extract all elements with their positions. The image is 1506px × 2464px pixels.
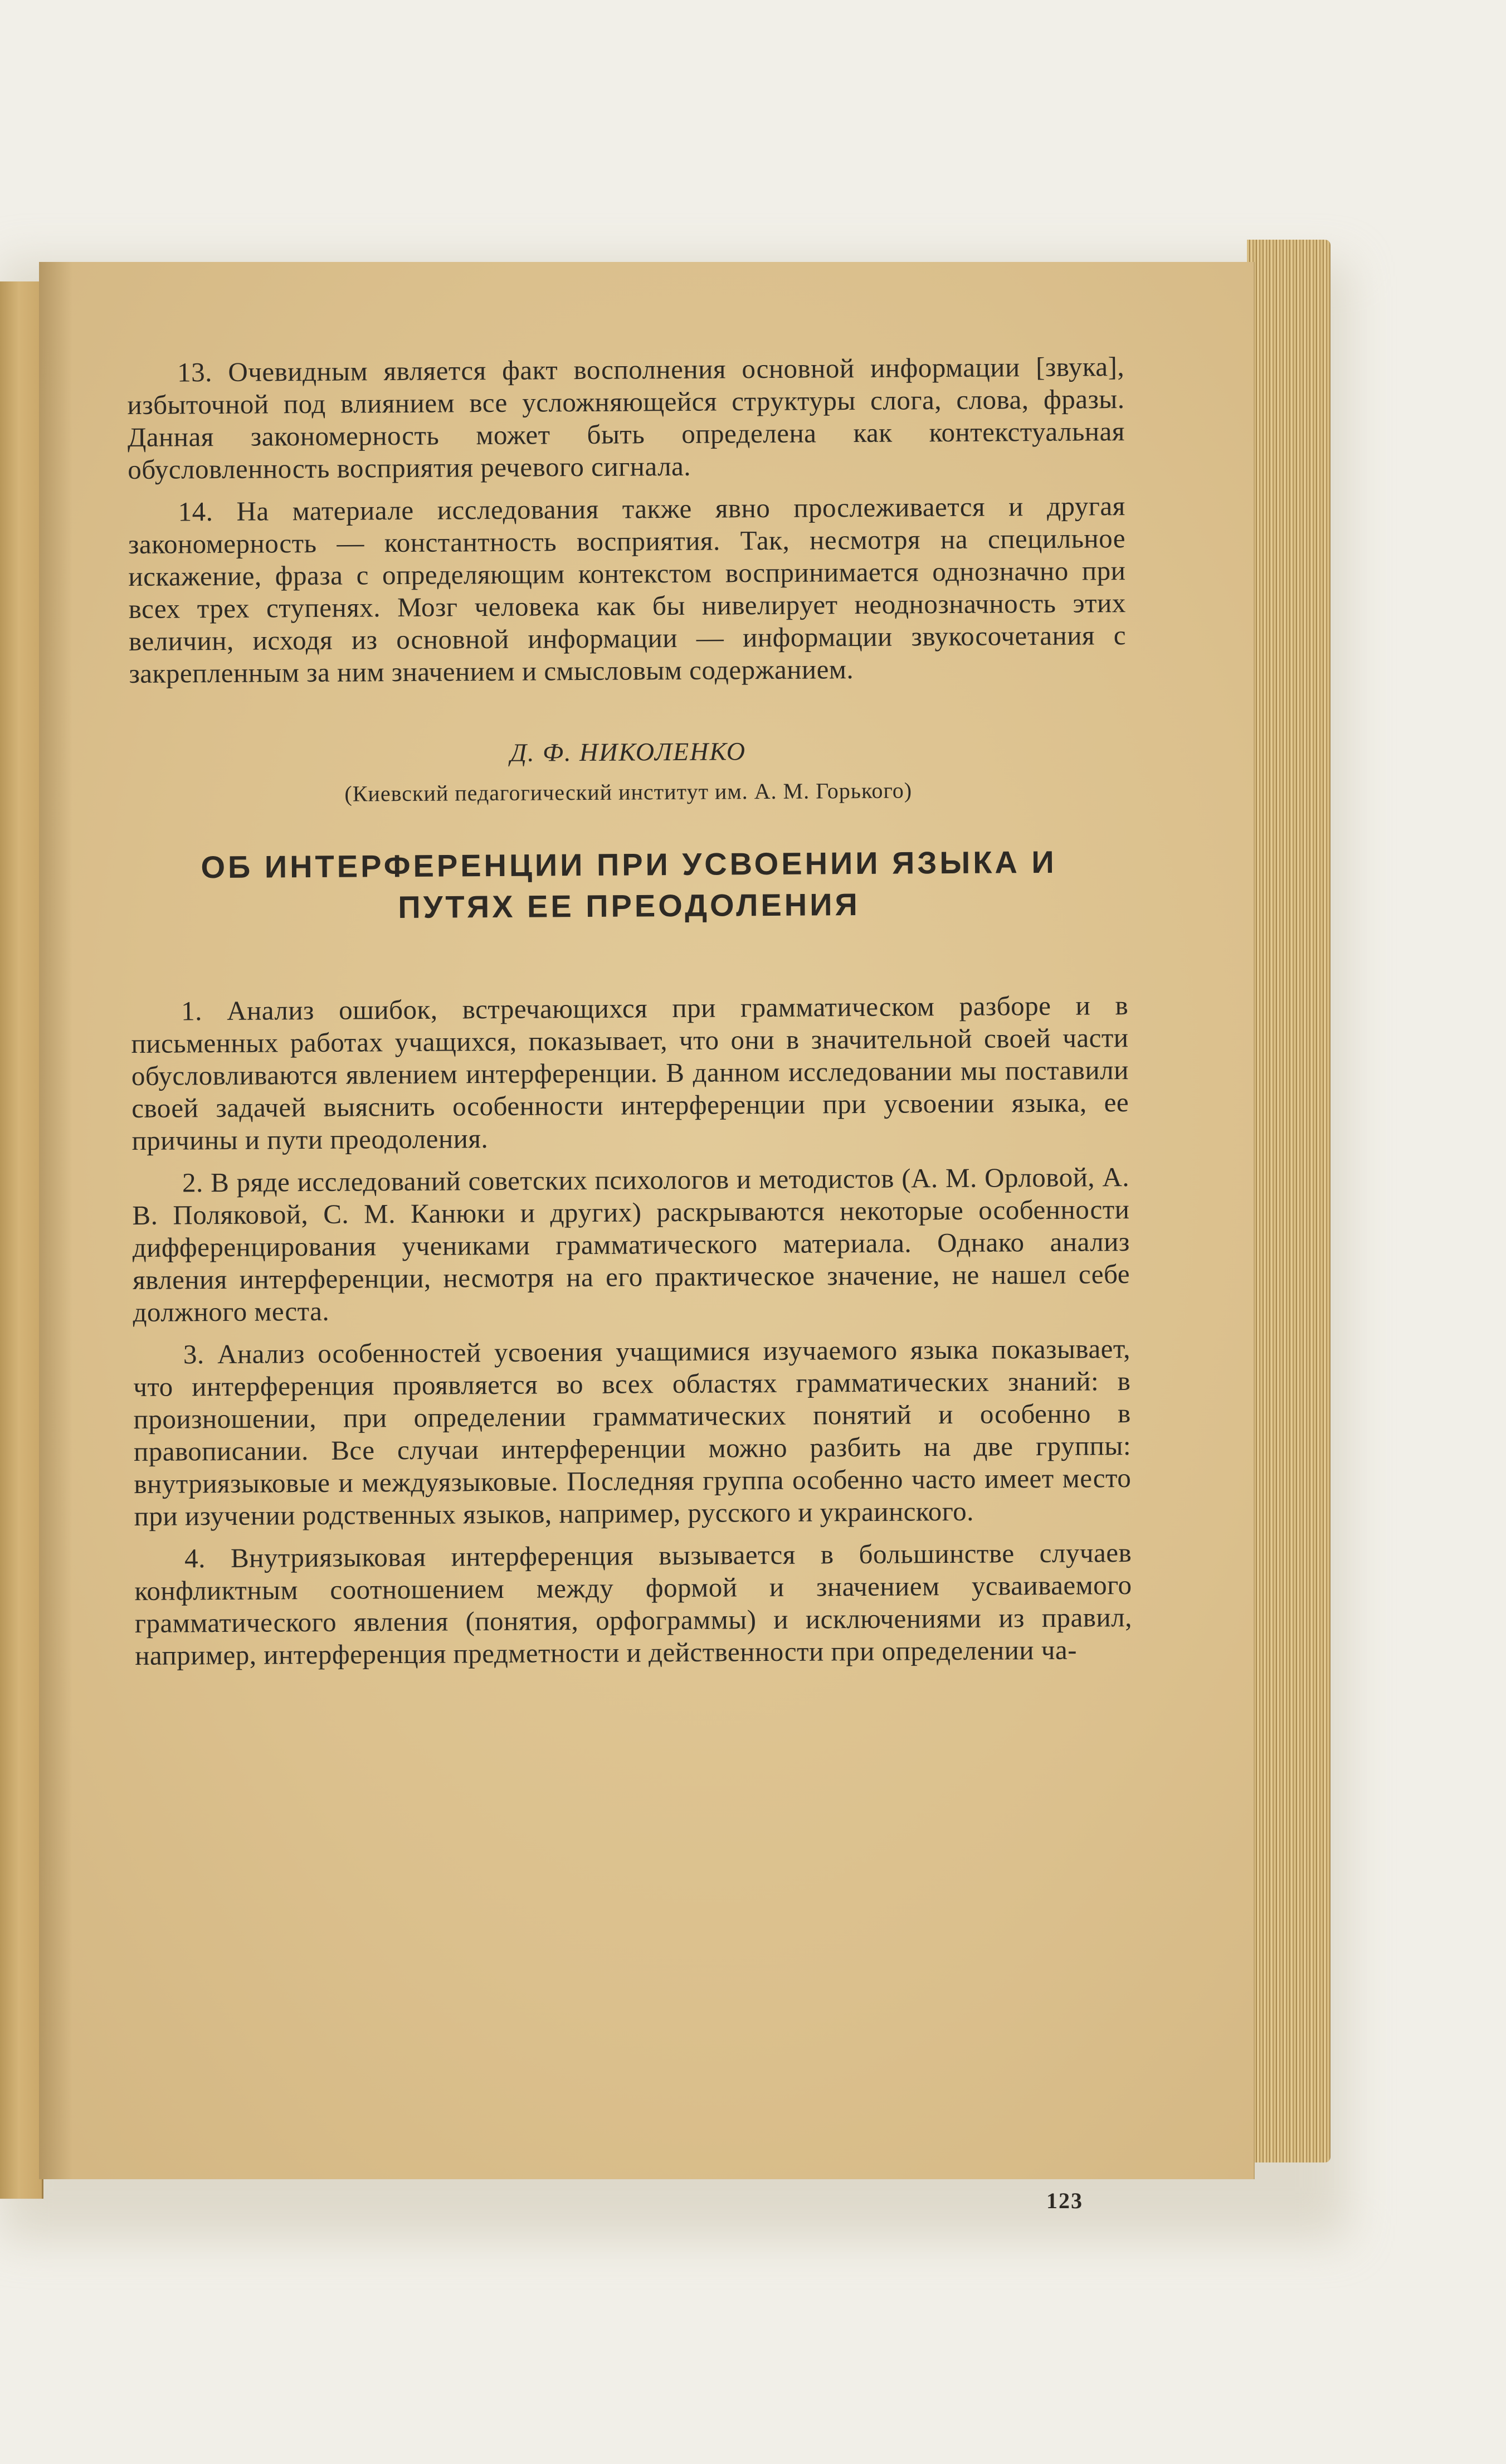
paragraph-14: 14. На материале исследования также явно прослеживается и другая закономерность — константность восприятия. Так, несмотря на специльное искажение, фраза с определяющим контекстом воспринимается однозначно при всех трех ступенях. Мозг человека как бы нивелирует неоднозначность этих величин, исходя из основной информации — информации звукосочетания с закрепленным за ним значением и смысловым содержанием. <box>128 490 1127 689</box>
book-page <box>39 262 1255 2213</box>
article-title <box>152 841 1105 929</box>
page-text <box>127 351 1132 1682</box>
article-body <box>131 989 1132 1672</box>
section-3: 3. Анализ особенностей усвоения учащимися изучаемого языка показывает, что интерференция проявляется во всех областях грамматических знаний: в произношении, при определении грамматических понятий и особенно в правописании. Все случаи интерференции можно разбить на две группы: внутриязыковые и междуязыковые. Последняя группа особенно часто имеет место при изучении родственных языков, например, русского и украинского. <box>133 1333 1132 1532</box>
previous-page-edge <box>0 281 43 2199</box>
article-title-line-2: ПУТЯХ ЕЕ ПРЕОДОЛЕНИЯ <box>398 886 860 925</box>
gutter-shadow <box>39 262 72 2179</box>
section-2: 2. В ряде исследований советских психологов и методистов (А. М. Орловой, А. В. Поляковой, С. М. Канюки и других) раскрываются некоторые особенности дифференцирования учениками грамматического материала. Однако анализ явления интерференции, несмотря на его практическое значение, не нашел себе должного места. <box>132 1161 1130 1328</box>
paragraph-13: 13. Очевидным является факт восполнения основной информации [звука], избыточной под влиянием все усложняющейся структуры слога, слова, фразы. Данная закономерность может быть определена как контекстуальная обусловленность восприятия речевого сигнала. <box>127 351 1125 485</box>
article-author: Д. Ф. НИКОЛЕНКО <box>510 737 747 767</box>
page-number: 123 <box>1046 2188 1083 2213</box>
section-4: 4. Внутриязыковая интерференция вызывается в большинстве случаев конфликтным соотношением между формой и значением усваиваемого грамматического явления (понятия, орфограммы) и исключениями из правил, например, интерференция предметности и действенности при определении ча- <box>134 1537 1133 1671</box>
author-affiliation: (Киевский педагогический институт им. А. М. Горького) <box>344 777 913 806</box>
page-stack-edges <box>1247 240 1330 2162</box>
article-title-line-1: ОБ ИНТЕРФЕРЕНЦИИ ПРИ УСВОЕНИИ ЯЗЫКА И <box>201 844 1057 885</box>
section-1: 1. Анализ ошибок, встречающихся при грамматическом разборе и в письменных работах учащихся, показывает, что они в значительной своей части обусловливаются явлением интерференции. В данном исследовании мы поставили своей задачей выяснить особенности интерференции при усвоении языка, ее причины и пути преодоления. <box>131 990 1129 1156</box>
